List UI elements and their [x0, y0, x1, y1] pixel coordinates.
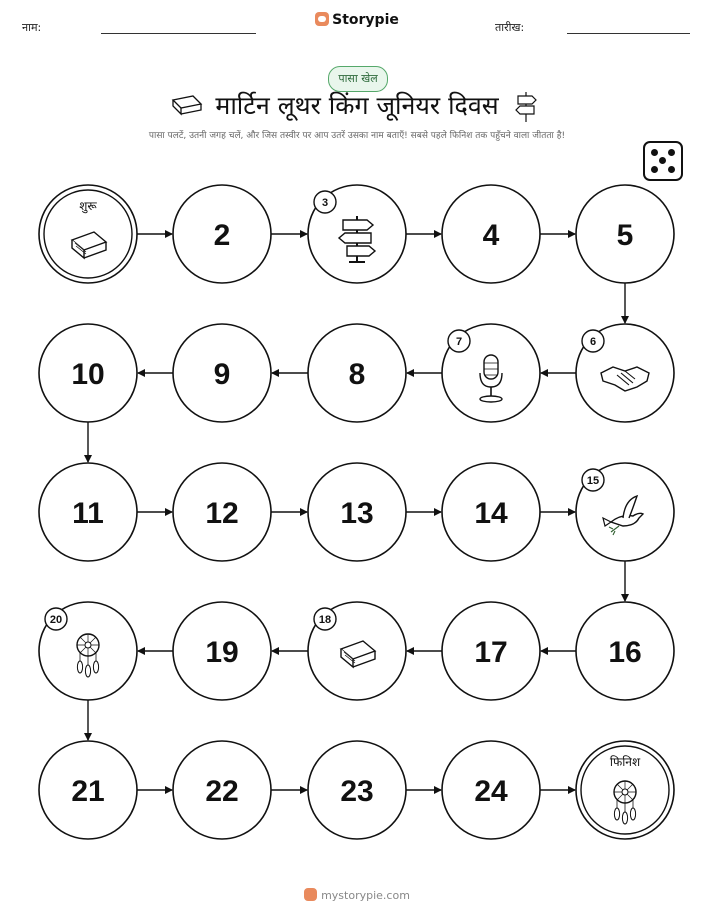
page-title: मार्टिन लूथर किंग जूनियर दिवस — [215, 91, 499, 120]
space-number: 5 — [616, 219, 634, 252]
space-number: 10 — [71, 358, 105, 391]
board-space-23[interactable] — [308, 741, 406, 839]
space-number: 19 — [205, 636, 239, 669]
board-space-8[interactable] — [308, 324, 406, 422]
board-space-19[interactable] — [173, 602, 271, 700]
space-number: 9 — [213, 358, 231, 391]
board-space-12[interactable] — [173, 463, 271, 561]
space-number: 22 — [205, 775, 239, 808]
board-space-25[interactable] — [576, 741, 674, 839]
board-space-13[interactable] — [308, 463, 406, 561]
board-space-1[interactable] — [39, 185, 137, 283]
space-number-badge-text: 7 — [455, 336, 463, 348]
board-space-14[interactable] — [442, 463, 540, 561]
board-space-9[interactable] — [173, 324, 271, 422]
space-number-badge-text: 15 — [586, 475, 600, 487]
start-label: शुरू — [79, 199, 97, 213]
space-number: 12 — [205, 497, 239, 530]
space-number: 14 — [474, 497, 508, 530]
game-type-badge: पासा खेल — [328, 66, 388, 92]
board-space-22[interactable] — [173, 741, 271, 839]
dreamcatcher-icon — [614, 781, 636, 824]
space-number: 21 — [71, 775, 105, 808]
board-space-15[interactable] — [576, 463, 674, 561]
board-space-17[interactable] — [442, 602, 540, 700]
board-space-6[interactable] — [576, 324, 674, 422]
board-space-4[interactable] — [442, 185, 540, 283]
footer-logo-icon — [304, 888, 317, 901]
footer — [0, 888, 714, 902]
date-label: तारीख: — [495, 21, 525, 34]
space-number-badge-text: 6 — [589, 336, 597, 348]
name-label: नाम: — [22, 21, 42, 34]
space-number: 8 — [348, 358, 366, 391]
board-space-7[interactable] — [442, 324, 540, 422]
space-number: 4 — [482, 219, 500, 252]
dreamcatcher-icon — [77, 634, 99, 677]
board-space-21[interactable] — [39, 741, 137, 839]
board-space-2[interactable] — [173, 185, 271, 283]
brand-name: Storypie — [332, 12, 399, 28]
space-number-badge-text: 20 — [49, 614, 63, 626]
space-number-badge-text: 18 — [318, 614, 332, 626]
space-number-badge-text: 3 — [321, 197, 329, 209]
board-space-18[interactable] — [308, 602, 406, 700]
board-space-10[interactable] — [39, 324, 137, 422]
space-number: 2 — [213, 219, 231, 252]
space-number: 17 — [474, 636, 508, 669]
board-space-24[interactable] — [442, 741, 540, 839]
board-space-16[interactable] — [576, 602, 674, 700]
board-space-3[interactable] — [308, 185, 406, 283]
space-number: 24 — [474, 775, 508, 808]
finish-label: फिनिश — [609, 755, 641, 769]
board-space-11[interactable] — [39, 463, 137, 561]
space-number: 11 — [72, 497, 104, 530]
instructions: पासा पलटें, उतनी जगह चलें, और जिस तस्वीर पर आप उतरें उसका नाम बताएँ! सबसे पहले फिनिश तक पहुँचने वाला जीतता है! — [148, 131, 566, 141]
footer-site: mystorypie.com — [321, 889, 410, 902]
board-space-20[interactable] — [39, 602, 137, 700]
space-number: 13 — [340, 497, 374, 530]
space-number: 16 — [608, 636, 642, 669]
space-number: 23 — [340, 775, 374, 808]
board-space-5[interactable] — [576, 185, 674, 283]
